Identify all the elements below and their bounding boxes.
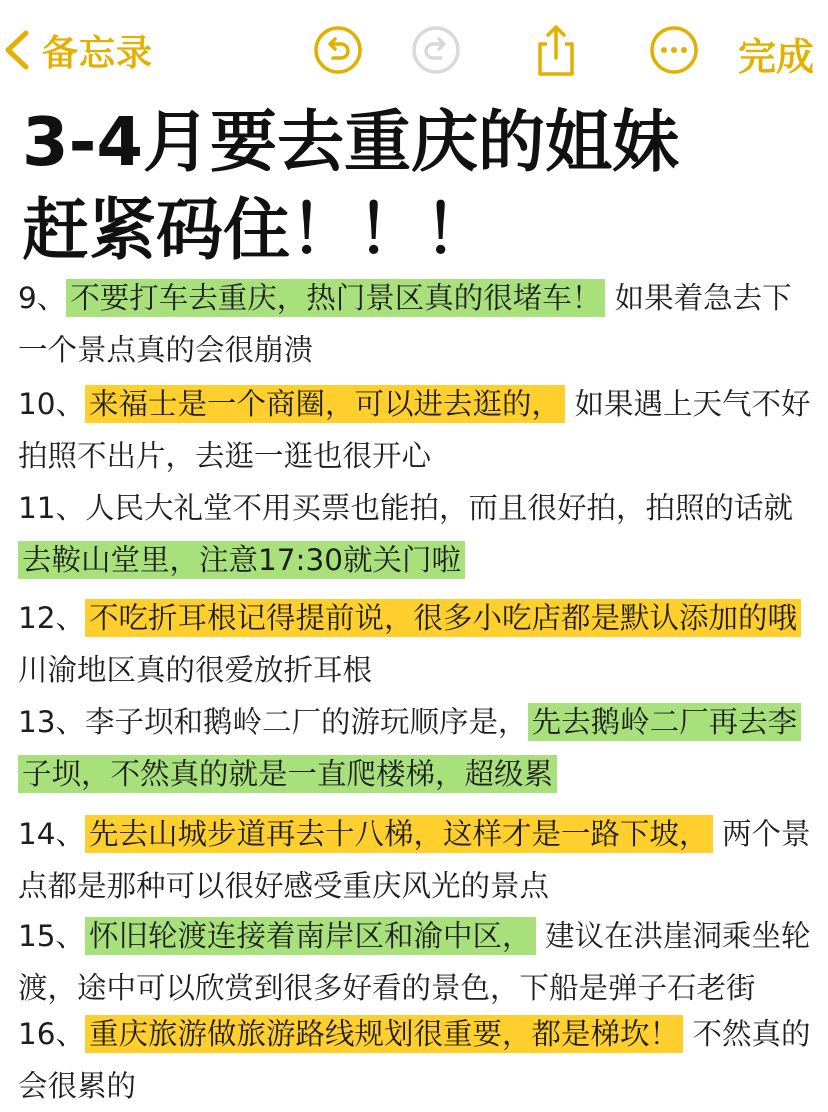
more-button[interactable] [646, 22, 702, 78]
more-icon [646, 22, 702, 78]
item-line [18, 272, 814, 324]
item-line [18, 378, 814, 430]
item-line [18, 860, 814, 912]
undo-icon [310, 22, 366, 78]
chevron-left-icon [2, 29, 32, 71]
item-line [18, 1060, 814, 1112]
note-title [22, 98, 822, 274]
item-number: 15、 [18, 919, 86, 953]
highlighted-text: 不要打车去重庆，热门景区真的很堵车！ [66, 279, 605, 317]
undo-button[interactable] [310, 22, 366, 78]
list-item [18, 592, 814, 696]
item-line [18, 1008, 814, 1060]
item-number: 13、 [18, 705, 86, 739]
item-text: 点都是那种可以很好感受重庆风光的景点 [18, 869, 550, 903]
redo-button[interactable] [408, 22, 464, 78]
item-number: 10、 [18, 387, 86, 421]
list-item [18, 808, 814, 912]
list-item [18, 696, 814, 800]
list-item [18, 378, 814, 482]
item-line [18, 644, 814, 696]
back-button[interactable] [2, 22, 153, 78]
share-icon [528, 22, 584, 78]
highlighted-text: 先去鹅岭二厂再去李 [528, 703, 802, 741]
highlighted-text: 来福士是一个商圈，可以进去逛的， [85, 385, 565, 423]
item-number: 9、 [18, 281, 67, 315]
done-button[interactable]: 完成 [737, 35, 814, 79]
highlighted-text: 怀旧轮渡连接着南岸区和渝中区， [85, 917, 536, 955]
item-text: 一个景点真的会很崩溃 [18, 333, 314, 367]
item-text: 李子坝和鹅岭二厂的游玩顺序是， [85, 705, 528, 739]
item-line [18, 482, 814, 534]
item-text: 如果遇上天气不好 [565, 387, 811, 421]
item-line [18, 808, 814, 860]
item-line [18, 910, 814, 962]
item-text: 川渝地区真的很爱放折耳根 [18, 653, 373, 687]
item-text: 拍照不出片，去逛一逛也很开心 [18, 439, 432, 473]
item-number: 12、 [18, 601, 86, 635]
redo-icon [408, 22, 464, 78]
item-text: 建议在洪崖洞乘坐轮 [535, 919, 811, 953]
highlighted-text: 不吃折耳根记得提前说，很多小吃店都是默认添加的哦 [85, 599, 801, 637]
back-label: 备忘录 [42, 32, 154, 74]
highlighted-text: 子坝，不然真的就是一直爬楼梯，超级累 [18, 755, 557, 793]
highlighted-text: 先去山城步道再去十八梯，这样才是一路下坡， [85, 815, 713, 853]
list-item [18, 910, 814, 1014]
item-line [18, 430, 814, 482]
title-line-2: 赶紧码住！！！ [22, 191, 491, 269]
item-line [18, 534, 814, 586]
title-line-1: 3-4月要去重庆的姐妹 [22, 103, 680, 181]
list-item [18, 482, 814, 586]
item-line [18, 324, 814, 376]
item-number: 14、 [18, 817, 86, 851]
list-item [18, 272, 814, 376]
list-item [18, 1008, 814, 1112]
item-text: 会很累的 [18, 1069, 137, 1103]
highlighted-text: 去鞍山堂里，注意17:30就关门啦 [18, 541, 465, 579]
notes-toolbar [0, 0, 828, 100]
item-number: 16、 [18, 1017, 86, 1051]
item-text: 如果着急去下 [605, 281, 792, 315]
item-line [18, 748, 814, 800]
item-line [18, 962, 814, 1014]
item-text: 人民大礼堂不用买票也能拍，而且很好拍，拍照的话就 [85, 491, 794, 525]
item-text: 两个景 [712, 817, 811, 851]
share-button[interactable] [528, 22, 584, 78]
item-line [18, 696, 814, 748]
highlighted-text: 重庆旅游做旅游路线规划很重要，都是梯坎！ [85, 1015, 683, 1053]
item-text: 不然真的 [683, 1017, 811, 1051]
item-line [18, 592, 814, 644]
item-text: 渡，途中可以欣赏到很多好看的景色，下船是弹子石老街 [18, 971, 756, 1005]
item-number: 11、 [18, 491, 86, 525]
